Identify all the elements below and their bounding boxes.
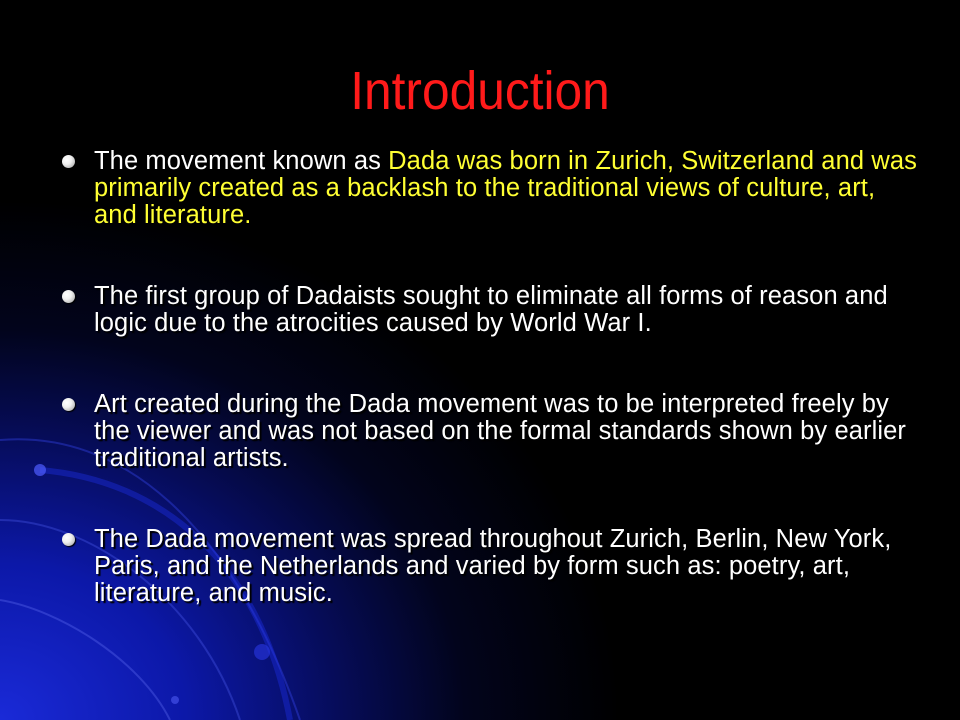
bullet-text: The Dada movement was spread throughout Zurich, Berlin, New York, Paris, and the Netherlands and varied by form such as: poetry, art, literature, and music.	[94, 525, 892, 607]
bullet-item	[62, 391, 922, 472]
bullet-dot-icon	[62, 533, 75, 546]
bullet-item	[62, 283, 922, 337]
bullet-list	[62, 148, 922, 607]
bullet-text: Art created during the Dada movement was to be interpreted freely by the viewer and was not based on the formal standards shown by earlier traditional artists.	[94, 390, 907, 472]
bullet-text-white: The movement known as	[94, 147, 389, 175]
slide-title: Introduction	[350, 61, 610, 121]
bullet-item	[62, 526, 922, 607]
bullet-dot-icon	[62, 155, 75, 168]
bullet-text-highlight: Dada was born in Zurich, Switzerland and was primarily created as a backlash to the traditional views of culture, art, and literature.	[94, 147, 917, 229]
bullet-item	[62, 148, 922, 229]
bullet-dot-icon	[62, 290, 75, 303]
bullet-text: The first group of Dadaists sought to eliminate all forms of reason and logic due to the atrocities caused by World War I.	[94, 282, 888, 337]
bullet-dot-icon	[62, 398, 75, 411]
